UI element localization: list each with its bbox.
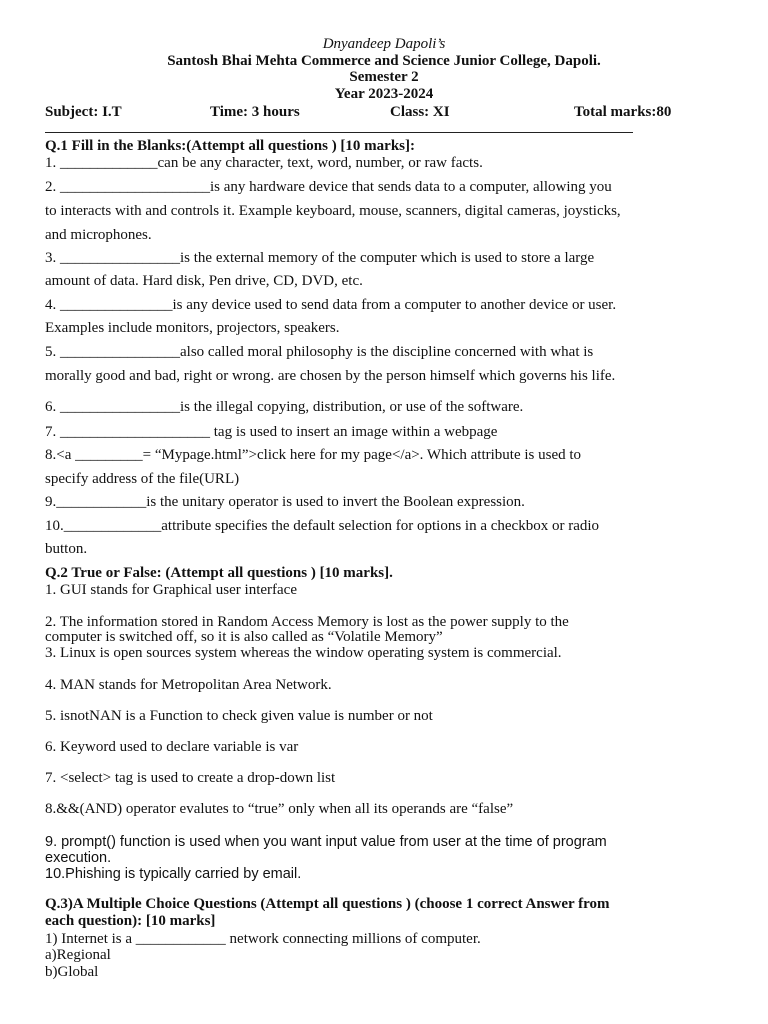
q3-option: a)Regional: [45, 947, 111, 963]
q1-line: 9.____________is the unitary operator is used to invert the Boolean expression.: [45, 494, 525, 510]
school-name: Dnyandeep Dapoli’s: [322, 36, 446, 52]
q1-line: button.: [45, 541, 88, 557]
exam-time: Time: 3 hours: [210, 104, 300, 120]
q1-line: specify address of the file(URL): [45, 471, 240, 487]
q3-heading: Q.3)A Multiple Choice Questions (Attempt all questions ) (choose 1 correct Answer from: [45, 896, 610, 912]
q1-line: morally good and bad, right or wrong. are chosen by the person himself which governs his life.: [45, 368, 616, 384]
q1-line: 4. _______________is any device used to send data from a computer to another device or user.: [45, 297, 617, 313]
total-marks: Total marks:80: [574, 104, 672, 120]
q2-heading: Q.2 True or False: (Attempt all questions ) [10 marks].: [45, 565, 393, 581]
q3-heading-cont: each question): [10 marks]: [45, 913, 216, 929]
q3-option: b)Global: [45, 964, 99, 980]
q2-line: 5. isnotNAN is a Function to check given value is number or not: [45, 708, 433, 724]
q1-line: and microphones.: [45, 227, 152, 243]
q1-line: 3. ________________is the external memory of the computer which is used to store a large: [45, 250, 595, 266]
q1-line: 10._____________attribute specifies the default selection for options in a checkbox or radio: [45, 518, 600, 534]
q1-line: 5. ________________also called moral philosophy is the discipline concerned with what is: [45, 344, 594, 360]
q2-line: 7. <select> tag is used to create a drop-down list: [45, 770, 336, 786]
q1-heading: Q.1 Fill in the Blanks:(Attempt all questions ) [10 marks]:: [45, 138, 416, 154]
q2-line: 9. prompt() function is used when you want input value from user at the time of program: [45, 834, 607, 850]
q2-line: 2. The information stored in Random Access Memory is lost as the power supply to the: [45, 614, 569, 630]
college-name: Santosh Bhai Mehta Commerce and Science Junior College, Dapoli.: [167, 53, 601, 69]
q2-line: 10.Phishing is typically carried by email.: [45, 866, 302, 882]
semester: Semester 2: [349, 69, 419, 85]
q3-line: 1) Internet is a ____________ network connecting millions of computer.: [45, 931, 481, 947]
q2-line: 3. Linux is open sources system whereas the window operating system is commercial.: [45, 645, 562, 661]
q1-line: amount of data. Hard disk, Pen drive, CD, DVD, etc.: [45, 273, 363, 289]
q1-line: Examples include monitors, projectors, speakers.: [45, 320, 340, 336]
q2-line: 1. GUI stands for Graphical user interface: [45, 582, 297, 598]
header-divider: [45, 132, 633, 133]
q1-line: 6. ________________is the illegal copying, distribution, or use of the software.: [45, 399, 524, 415]
q2-line: 6. Keyword used to declare variable is var: [45, 739, 299, 755]
subject: Subject: I.T: [45, 104, 122, 120]
academic-year: Year 2023-2024: [334, 86, 434, 102]
q2-line: 4. MAN stands for Metropolitan Area Network.: [45, 677, 332, 693]
q2-line: execution.: [45, 850, 112, 866]
q1-line: 1. _____________can be any character, text, word, number, or raw facts.: [45, 155, 483, 171]
q2-line: computer is switched off, so it is also called as “Volatile Memory”: [45, 629, 443, 645]
q1-line: to interacts with and controls it. Example keyboard, mouse, scanners, digital cameras, joysticks,: [45, 203, 621, 219]
q2-line: 8.&&(AND) operator evalutes to “true” only when all its operands are “false”: [45, 801, 514, 817]
q1-line: 2. ____________________is any hardware device that sends data to a computer, allowing you: [45, 179, 612, 195]
q1-line: 7. ____________________ tag is used to insert an image within a webpage: [45, 424, 498, 440]
class: Class: XI: [390, 104, 450, 120]
q1-line: 8.<a _________= “Mypage.html”>click here for my page</a>. Which attribute is used to: [45, 447, 582, 463]
